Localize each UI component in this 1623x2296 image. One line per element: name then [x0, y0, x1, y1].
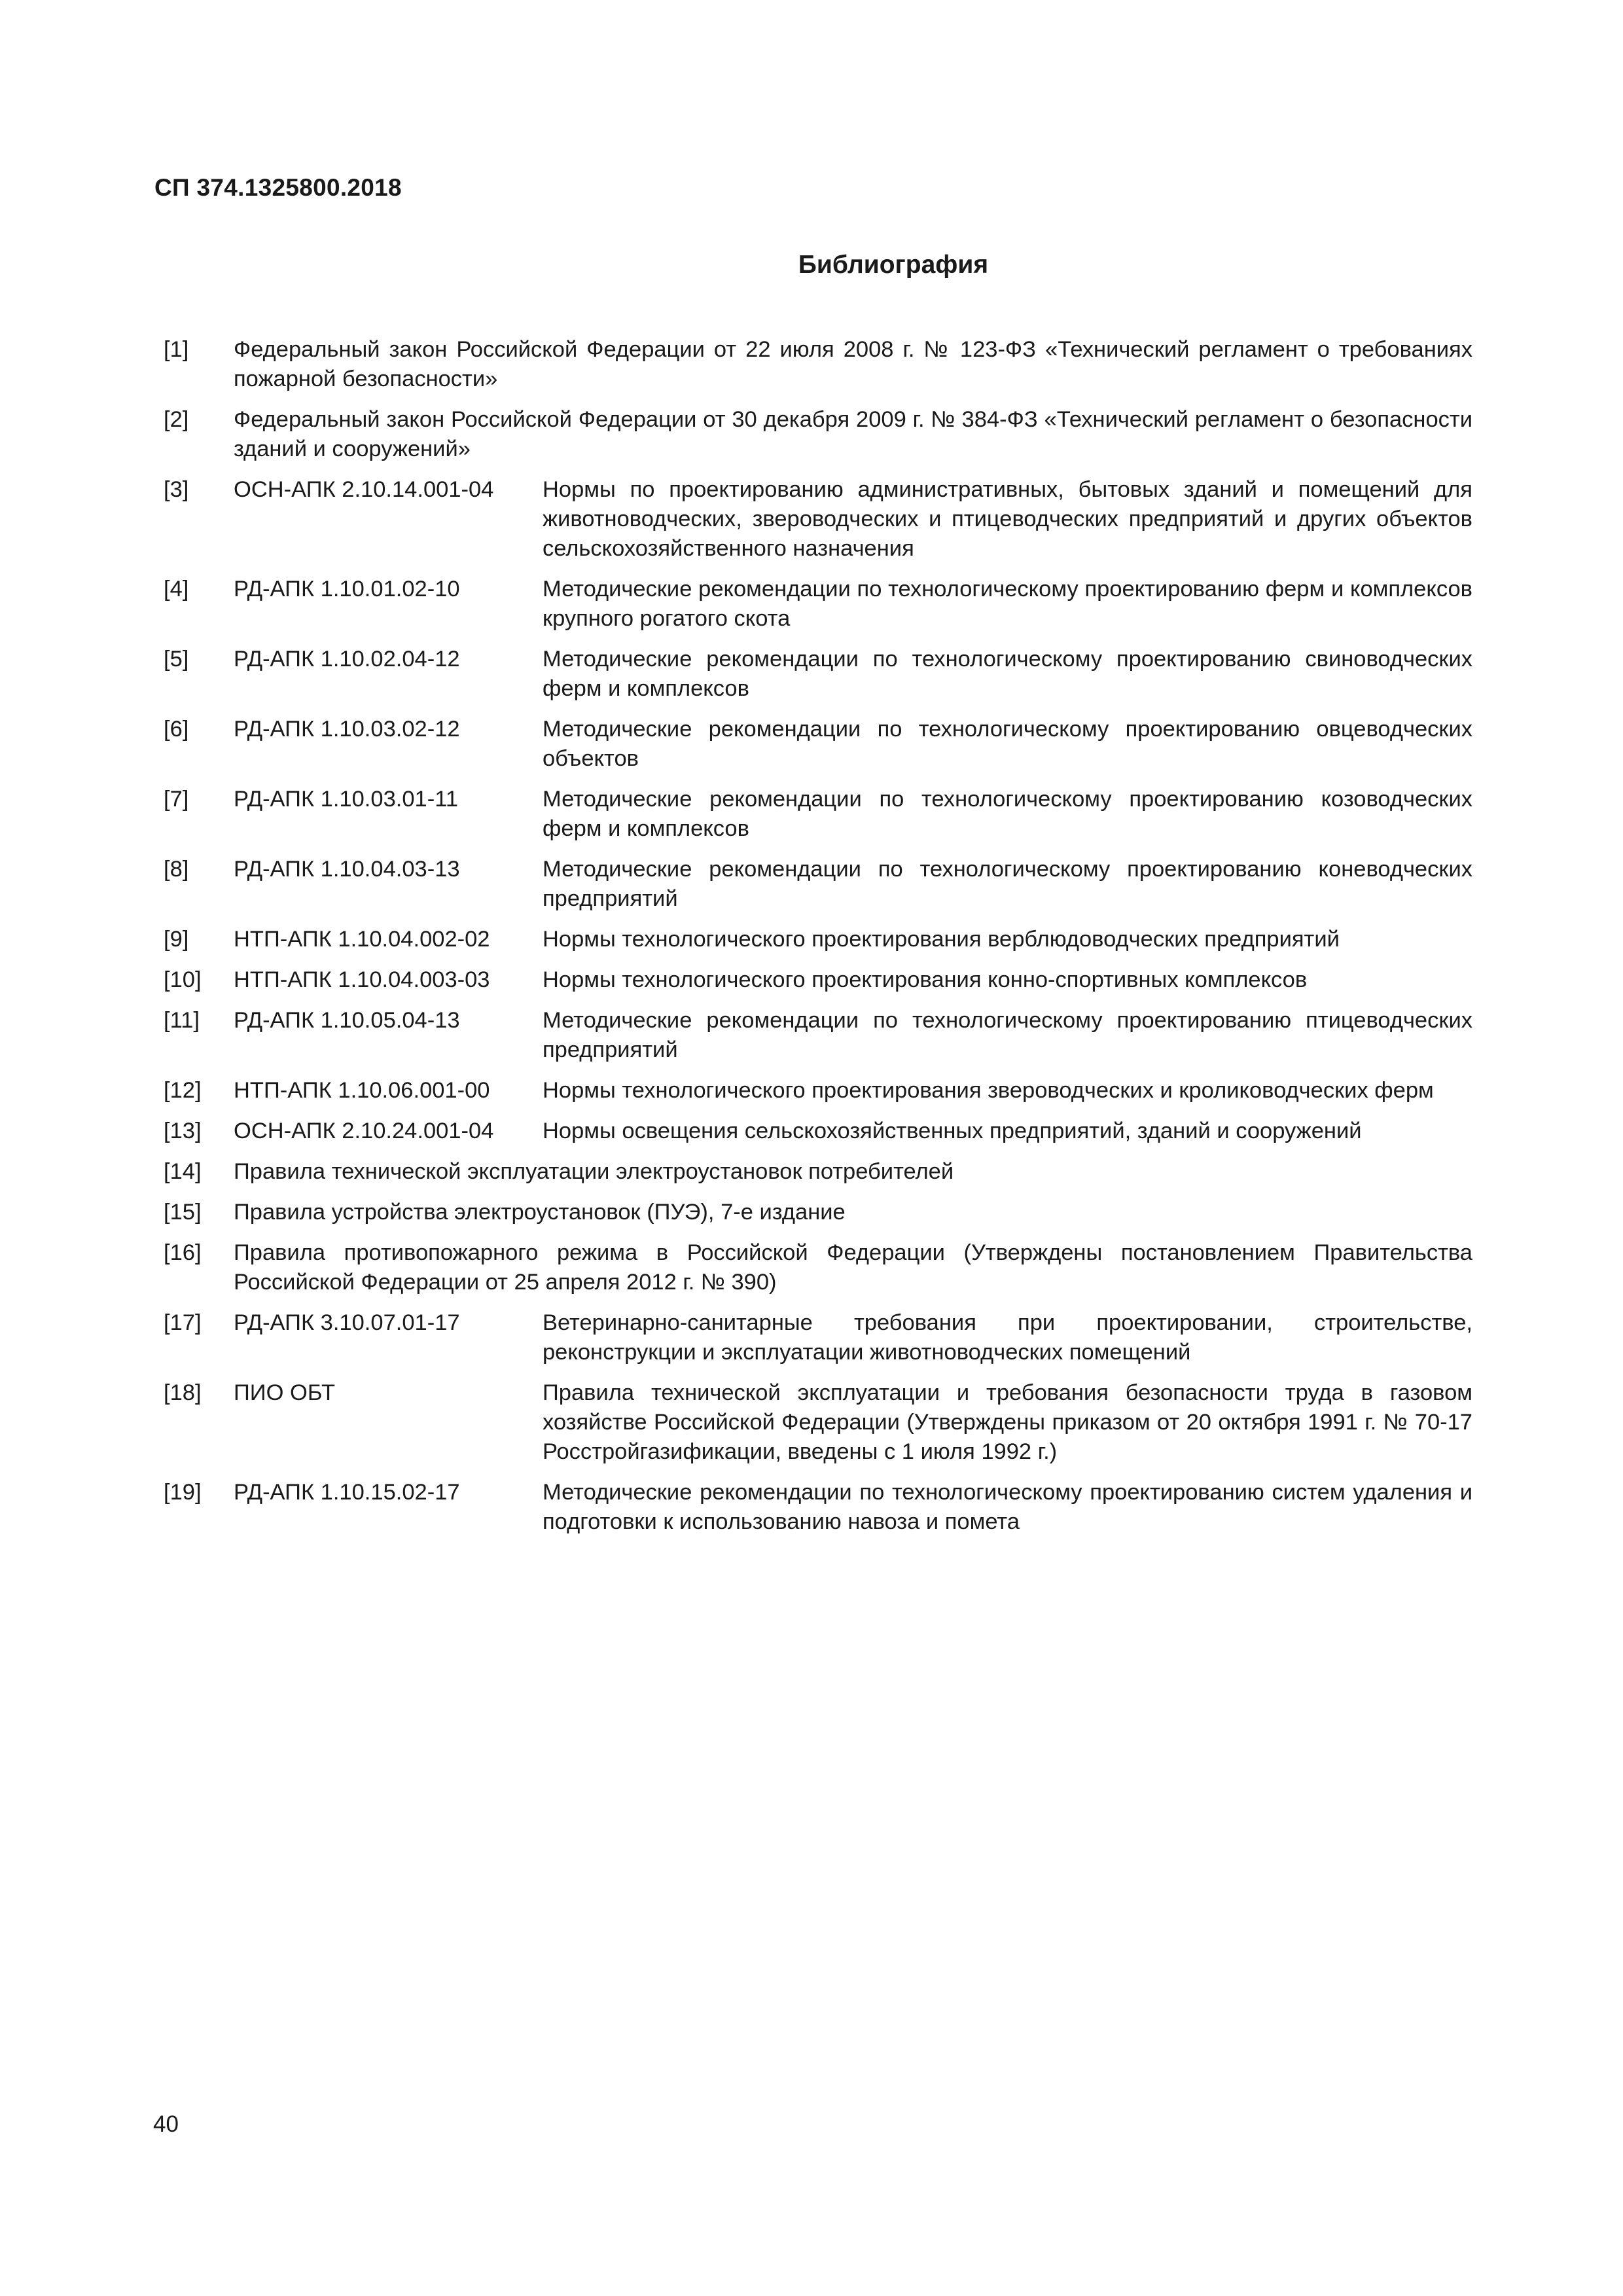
- entry-number: [2]: [164, 407, 189, 432]
- entry-number: [14]: [164, 1159, 202, 1184]
- bibliography-entry: [164, 1157, 1472, 1187]
- bibliography-entry: [164, 1006, 1472, 1065]
- bibliography-entry: [164, 575, 1472, 634]
- bibliography-entry: [164, 965, 1472, 995]
- entry-text: Правила противопожарного режима в Российской Федерации (Утверждены постановлением Правительства Российской Федерации от 25 апреля 2012 г. № 390): [234, 1240, 1472, 1295]
- entry-number: [18]: [164, 1380, 202, 1405]
- entry-description: Методические рекомендации по технологическому проектированию овцеводческих объектов: [543, 717, 1472, 771]
- entry-number: [9]: [164, 927, 189, 952]
- entry-description: Нормы технологического проектирования конно-спортивных комплексов: [543, 967, 1308, 992]
- bibliography-entry: [164, 1076, 1472, 1105]
- bibliography-entry: [164, 715, 1472, 774]
- entry-code: РД-АПК 1.10.01.02-10: [234, 577, 460, 601]
- entry-code: НТП-АПК 1.10.04.002-02: [234, 927, 490, 952]
- entry-description: Нормы технологического проектирования верблюдоводческих предприятий: [543, 927, 1340, 952]
- entry-description: Ветеринарно-санитарные требования при проектировании, строительстве, реконструкции и эксплуатации животноводческих помещений: [543, 1310, 1472, 1365]
- entry-description: Нормы освещения сельскохозяйственных предприятий, зданий и сооружений: [543, 1119, 1362, 1143]
- entry-code: РД-АПК 1.10.05.04-13: [234, 1008, 460, 1033]
- bibliography-entry: [164, 645, 1472, 704]
- entry-number: [17]: [164, 1310, 202, 1335]
- entry-code: ОСН-АПК 2.10.24.001-04: [234, 1119, 494, 1143]
- entry-text: Правила устройства электроустановок (ПУЭ), 7-е издание: [234, 1200, 846, 1225]
- entry-code: ПИО ОБТ: [234, 1380, 336, 1405]
- entry-code: РД-АПК 1.10.03.01-11: [234, 787, 459, 812]
- entry-number: [7]: [164, 787, 189, 812]
- entry-number: [4]: [164, 577, 189, 601]
- bibliography-entry: [164, 1238, 1472, 1297]
- entry-description: Методические рекомендации по технологическому проектированию козоводческих ферм и комплексов: [543, 787, 1472, 841]
- entry-description: Методические рекомендации по технологическому проектированию коневодческих предприятий: [543, 857, 1472, 911]
- bibliography-entry: [164, 1117, 1472, 1146]
- entry-code: РД-АПК 1.10.15.02-17: [234, 1480, 460, 1505]
- entry-text: Правила технической эксплуатации электроустановок потребителей: [234, 1159, 954, 1184]
- bibliography-entry: [164, 925, 1472, 954]
- entry-description: Правила технической эксплуатации и требования безопасности труда в газовом хозяйстве Российской Федерации (Утверждены приказом от 20 октября 1991 г. № 70-17 Росстройгазификации, введены с 1 июля 1992 г.): [543, 1380, 1472, 1464]
- entry-number: [3]: [164, 477, 189, 502]
- entry-number: [15]: [164, 1200, 202, 1225]
- entry-description: Методические рекомендации по технологическому проектированию свиноводческих ферм и комплексов: [543, 647, 1472, 701]
- entry-number: [6]: [164, 717, 189, 742]
- bibliography-entry: [164, 1378, 1472, 1467]
- bibliography-entry: [164, 335, 1472, 394]
- entry-number: [16]: [164, 1240, 202, 1265]
- document-code: СП 374.1325800.2018: [154, 174, 402, 201]
- entry-code: РД-АПК 3.10.07.01-17: [234, 1310, 460, 1335]
- entry-text: Федеральный закон Российской Федерации от 22 июля 2008 г. № 123-ФЗ «Технический регламент о требованиях пожарной безопасности»: [234, 337, 1472, 391]
- page-number: 40: [153, 2111, 179, 2137]
- entry-code: НТП-АПК 1.10.06.001-00: [234, 1078, 490, 1103]
- entry-code: РД-АПК 1.10.03.02-12: [234, 717, 460, 742]
- bibliography-entry: [164, 1308, 1472, 1367]
- bibliography-entry: [164, 1198, 1472, 1227]
- entry-number: [10]: [164, 967, 202, 992]
- entry-code: ОСН-АПК 2.10.14.001-04: [234, 477, 494, 502]
- entry-number: [19]: [164, 1480, 202, 1505]
- bibliography-entry: [164, 405, 1472, 464]
- entry-description: Методические рекомендации по технологическому проектированию ферм и комплексов крупного рогатого скота: [543, 577, 1472, 631]
- entry-number: [12]: [164, 1078, 202, 1103]
- bibliography-entry: [164, 1478, 1472, 1537]
- entry-number: [13]: [164, 1119, 202, 1143]
- entry-description: Нормы по проектированию административных, бытовых зданий и помещений для животноводческих, звероводческих и птицеводческих предприятий и других объектов сельскохозяйственного назначения: [543, 477, 1472, 561]
- entry-description: Методические рекомендации по технологическому проектированию систем удаления и подготовки к использованию навоза и помета: [543, 1480, 1472, 1534]
- bibliography-entry: [164, 785, 1472, 844]
- entry-code: РД-АПК 1.10.04.03-13: [234, 857, 460, 882]
- bibliography-entry: [164, 475, 1472, 564]
- entry-number: [1]: [164, 337, 189, 362]
- entry-description: Методические рекомендации по технологическому проектированию птицеводческих предприятий: [543, 1008, 1472, 1062]
- entry-description: Нормы технологического проектирования звероводческих и кролиководческих ферм: [543, 1078, 1434, 1103]
- entry-code: РД-АПК 1.10.02.04-12: [234, 647, 460, 672]
- entry-text: Федеральный закон Российской Федерации от 30 декабря 2009 г. № 384-ФЗ «Технический регламент о безопасности зданий и сооружений»: [234, 407, 1472, 461]
- bibliography-list: [164, 335, 1472, 1548]
- entry-number: [5]: [164, 647, 189, 672]
- entry-number: [8]: [164, 857, 189, 882]
- entry-number: [11]: [164, 1008, 200, 1033]
- bibliography-entry: [164, 855, 1472, 914]
- page-title: Библиография: [798, 251, 989, 279]
- entry-code: НТП-АПК 1.10.04.003-03: [234, 967, 490, 992]
